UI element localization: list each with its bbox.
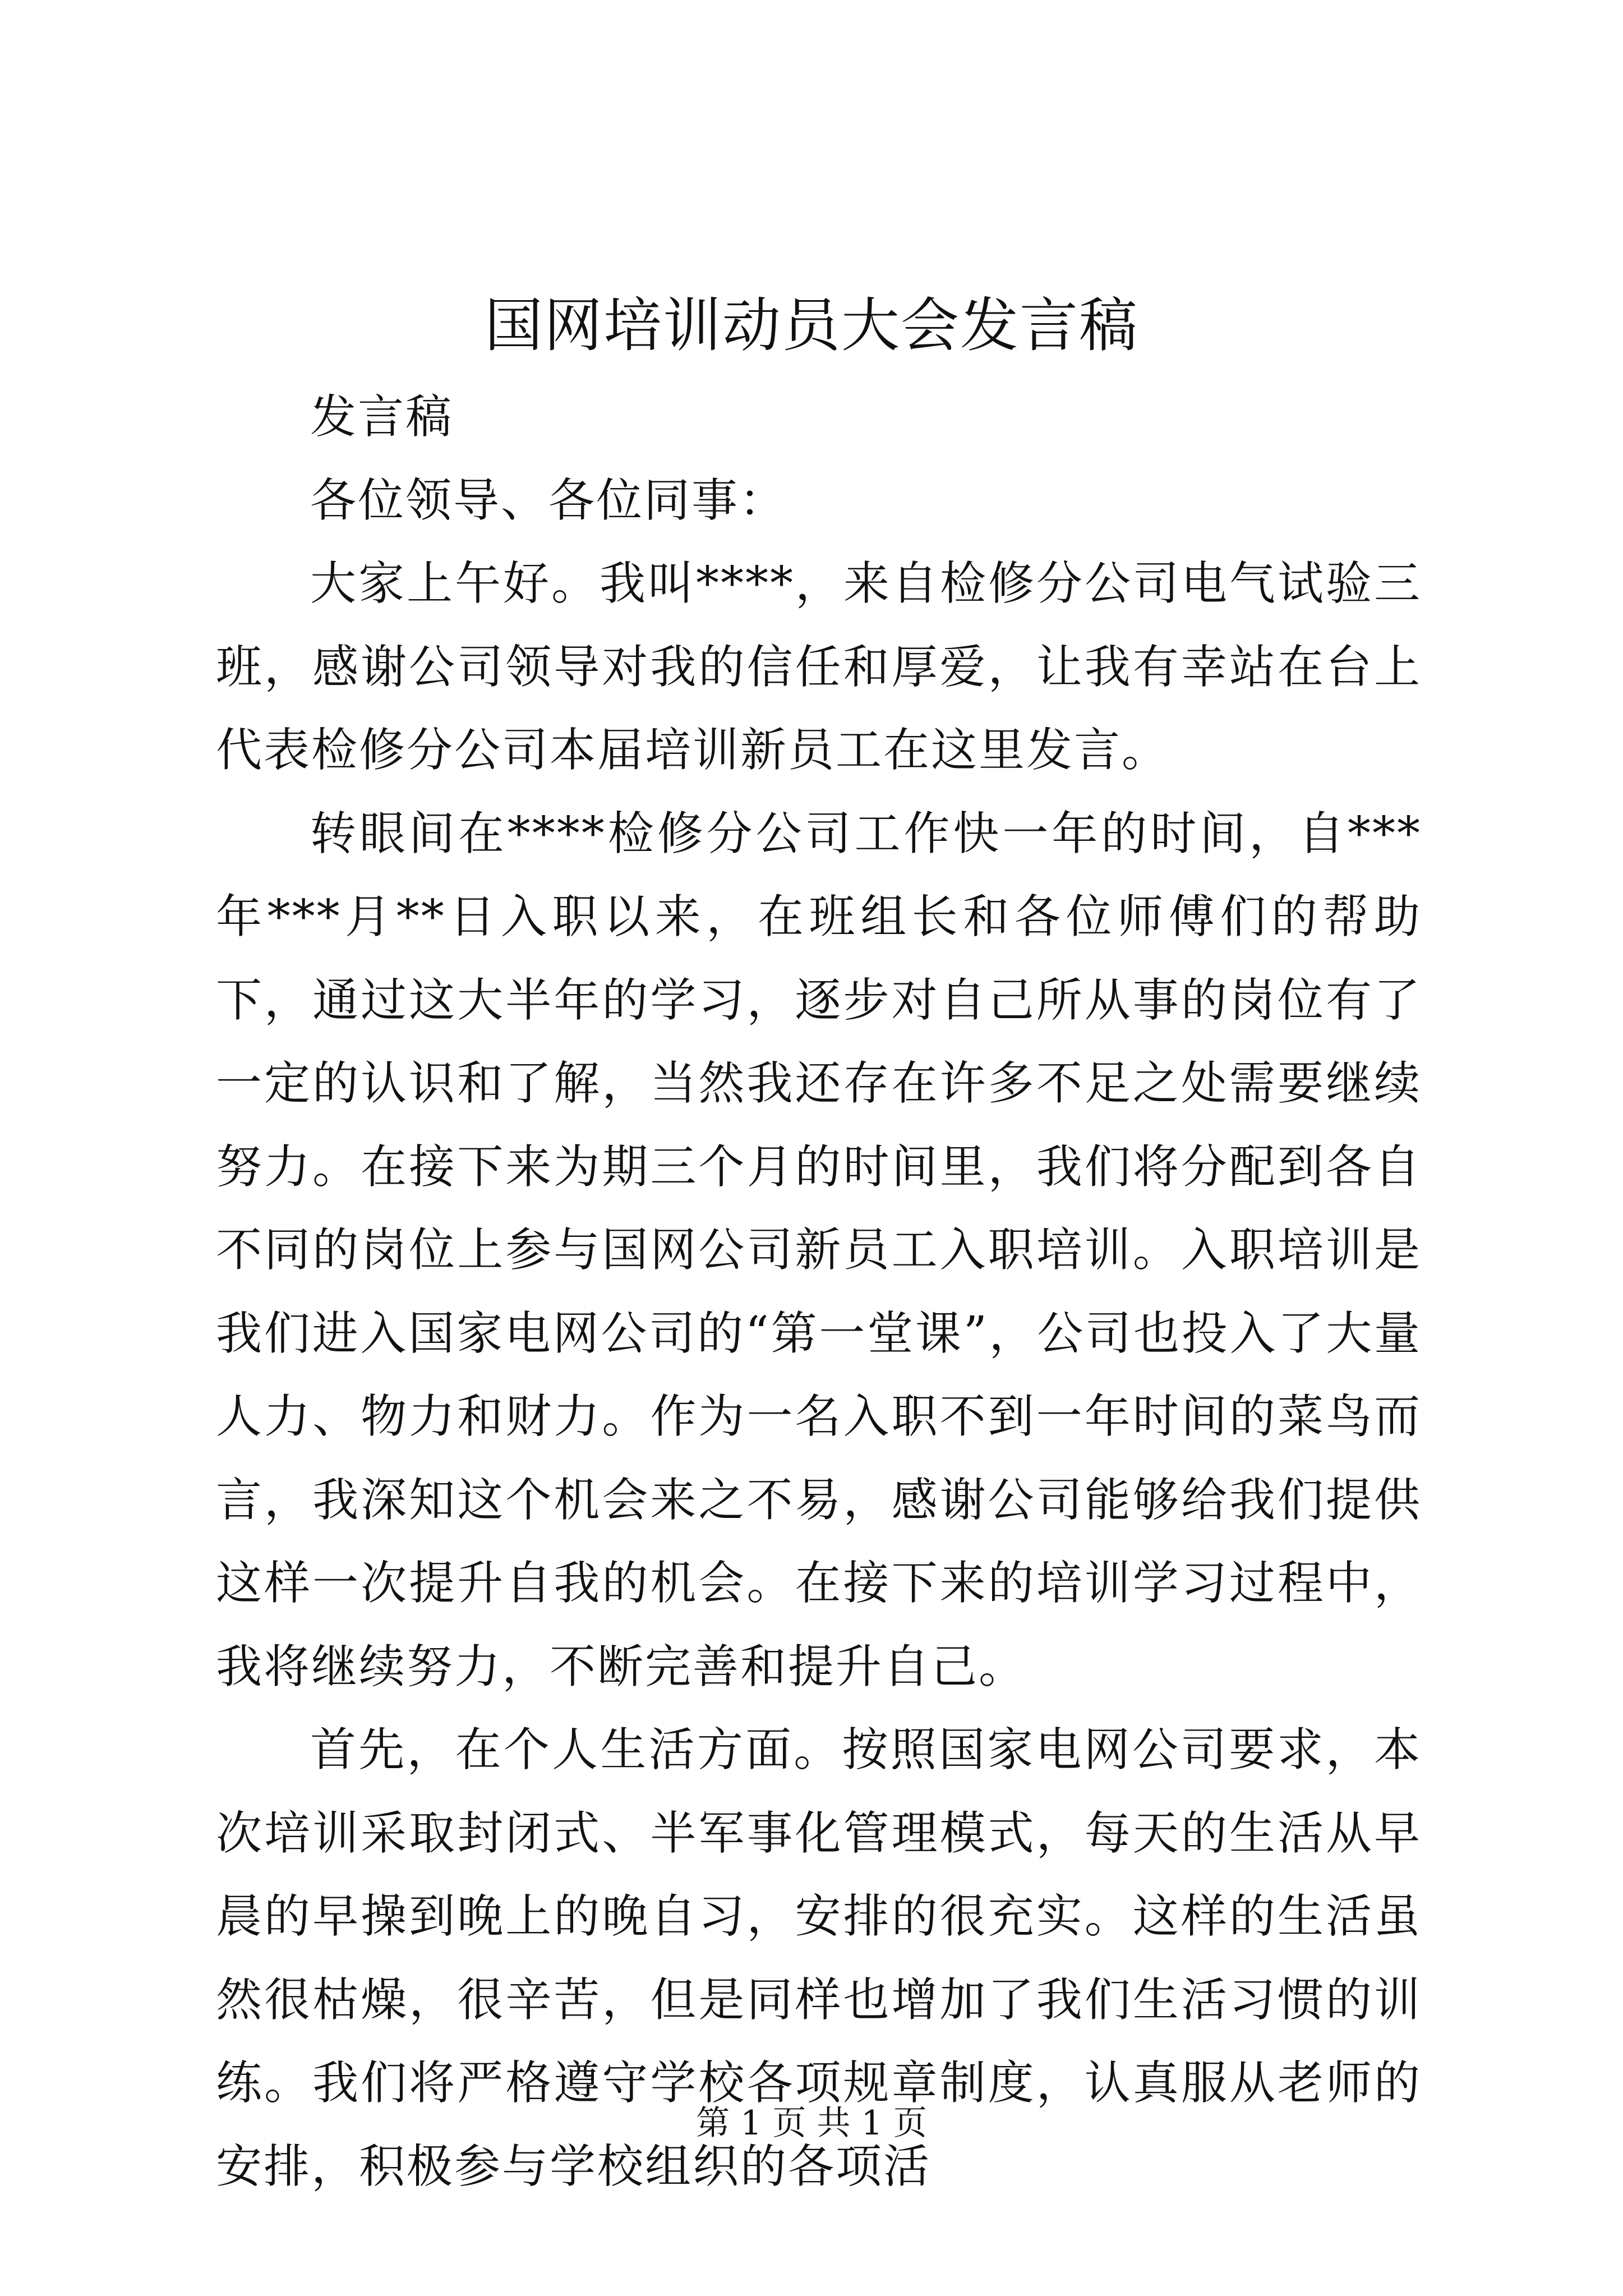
paragraph-personal-life: 首先，在个人生活方面。按照国家电网公司要求，本次培训采取封闭式、半军事化管理模式，每天的生活从早晨的早操到晚上的晚自习，安排的很充实。这样的生活虽然很枯燥，很辛苦，但是同样也增加了我们生活习惯的训练。我们将严格遵守学校各项规章制度，认真服从老师的安排，积极参与学校组织的各项活	[216, 1723, 1422, 2193]
page-footer: 第 1 页 共 1 页	[696, 2104, 927, 2143]
paragraph-salutation: 各位领导、各位同事：	[310, 473, 787, 527]
document-body	[216, 376, 1422, 2208]
document-title: 国网培训动员大会发言稿	[484, 291, 1138, 360]
paragraph-background: 转眼间在****检修分公司工作快一年的时间，自***年***月**日入职以来，在班组长和各位师傅们的帮助下，通过这大半年的学习，逐步对自己所从事的岗位有了一定的认识和了解，当然我还存在许多不足之处需要继续努力。在接下来为期三个月的时间里，我们将分配到各自不同的岗位上参与国网公司新员工入职培训。入职培训是我们进入国家电网公司的“第一堂课”，公司也投入了大量人力、物力和财力。作为一名入职不到一年时间的菜鸟而言，我深知这个机会来之不易，感谢公司能够给我们提供这样一次提升自我的机会。在接下来的培训学习过程中，我将继续努力，不断完善和提升自己。	[216, 807, 1422, 1694]
paragraph-subtitle: 发言稿	[310, 390, 454, 444]
paragraph-introduction: 大家上午好。我叫****，来自检修分公司电气试验三班，感谢公司领导对我的信任和厚爱，让我有幸站在台上代表检修分公司本届培训新员工在这里发言。	[216, 557, 1422, 777]
